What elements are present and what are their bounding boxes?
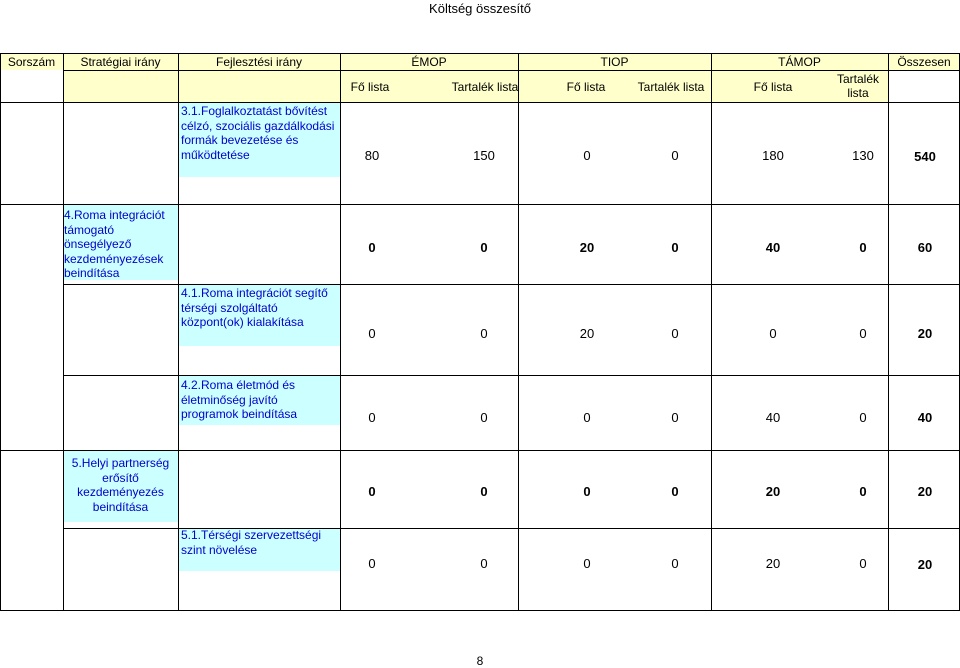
- row-51-total: 20: [917, 557, 933, 572]
- grid-line: [0, 102, 960, 103]
- row-4-tiop-tartalek: 0: [671, 240, 679, 255]
- row-41-emop-fo: 0: [368, 326, 376, 341]
- row-5-emop-fo: 0: [368, 484, 376, 499]
- row-51-emop-fo: 0: [368, 556, 376, 571]
- row-41-label: 4.1.Roma integrációt segítő térségi szolgáltató központ(ok) kialakítása: [181, 286, 328, 329]
- header-sorszam: Sorszám: [7, 55, 56, 69]
- row-4-tamop-tartalek: 0: [859, 240, 867, 255]
- row-42-tiop-tartalek: 0: [671, 410, 679, 425]
- row-5-total: 20: [917, 484, 933, 499]
- page-title: Költség összesítő: [429, 1, 531, 16]
- row-42-tamop-fo: 40: [765, 410, 781, 425]
- row-31-label: 3.1.Foglalkoztatást bővítést célzó, szociális gazdálkodási formák bevezetése és működtetése: [181, 104, 335, 162]
- row-4-total: 60: [917, 240, 933, 255]
- row-42-emop-fo: 0: [368, 410, 376, 425]
- grid-line: [0, 53, 1, 611]
- header-emop: ÉMOP: [411, 55, 447, 69]
- grid-line: [0, 610, 960, 611]
- strategiai-header-background: [63, 70, 178, 102]
- row-42-tamop-tartalek: 0: [859, 410, 867, 425]
- row-51-tiop-fo: 0: [583, 556, 591, 571]
- row-51-emop-tartalek: 0: [480, 556, 488, 571]
- row-5-emop-tartalek: 0: [480, 484, 488, 499]
- subheader-tiop-fo: Fő lista: [566, 80, 606, 94]
- subheader-emop-tartalek: Tartalék lista: [451, 80, 519, 94]
- subheader-tamop-tartalek: Tartalék lista: [836, 72, 880, 100]
- row-41-emop-tartalek: 0: [480, 326, 488, 341]
- row-41-tamop-fo: 0: [769, 326, 777, 341]
- row-41-tamop-tartalek: 0: [859, 326, 867, 341]
- header-tamop: TÁMOP: [778, 55, 821, 69]
- row-42-emop-tartalek: 0: [480, 410, 488, 425]
- row-4-tiop-fo: 20: [579, 240, 595, 255]
- row-31-tamop-tartalek: 130: [852, 148, 874, 163]
- row-5-tamop-fo: 20: [765, 484, 781, 499]
- grid-line: [518, 53, 519, 611]
- row-42-label: 4.2.Roma életmód és életminőség javító programok beindítása: [181, 378, 298, 421]
- row-42-tiop-fo: 0: [583, 410, 591, 425]
- grid-line: [63, 70, 960, 71]
- grid-line: [0, 53, 960, 54]
- row-41-total: 20: [917, 326, 933, 341]
- grid-line: [888, 53, 889, 611]
- subheader-tamop-fo: Fő lista: [753, 80, 793, 94]
- row-31-total: 540: [914, 149, 936, 164]
- grid-line: [340, 53, 341, 611]
- header-strategiai: Stratégiai irány: [80, 55, 161, 69]
- row-31-tamop-fo: 180: [762, 148, 784, 163]
- row-4-tamop-fo: 40: [765, 240, 781, 255]
- grid-line: [0, 204, 960, 205]
- row-51-label: 5.1.Térségi szervezettségi szint növelése: [181, 528, 322, 557]
- header-fejlesztesi: Fejlesztési irány: [215, 55, 303, 69]
- grid-line: [178, 53, 179, 611]
- row-4-emop-tartalek: 0: [480, 240, 488, 255]
- row-4-label: 4.Roma integrációt támogató önsegélyező kezdeményezések beindítása: [64, 208, 165, 280]
- row-5-tiop-fo: 0: [583, 484, 591, 499]
- row-5-tiop-tartalek: 0: [671, 484, 679, 499]
- row-31-emop-fo: 80: [364, 148, 380, 163]
- grid-line: [63, 375, 960, 376]
- row-31-tiop-fo: 0: [583, 148, 591, 163]
- row-51-tiop-tartalek: 0: [671, 556, 679, 571]
- row-5-tamop-tartalek: 0: [859, 484, 867, 499]
- grid-line: [63, 53, 64, 611]
- row-4-emop-fo: 0: [368, 240, 376, 255]
- row-41-tiop-tartalek: 0: [671, 326, 679, 341]
- subheader-tiop-tartalek: Tartalék lista: [637, 80, 705, 94]
- row-31-emop-tartalek: 150: [473, 148, 495, 163]
- header-tiop: TIOP: [600, 55, 629, 69]
- grid-line: [0, 450, 960, 451]
- fejlesztesi-header-background: [178, 70, 340, 102]
- row-5-label: 5.Helyi partnerség erősítő kezdeményezés beindítása: [71, 456, 170, 514]
- row-51-tamop-tartalek: 0: [859, 556, 867, 571]
- row-42-total: 40: [917, 410, 933, 425]
- header-osszesen: Összesen: [897, 55, 951, 69]
- page-number: 8: [476, 654, 484, 668]
- row-41-tiop-fo: 20: [579, 326, 595, 341]
- grid-line: [63, 284, 960, 285]
- row-51-tamop-fo: 20: [765, 556, 781, 571]
- grid-line: [711, 53, 712, 611]
- row-31-tiop-tartalek: 0: [671, 148, 679, 163]
- subheader-emop-fo: Fő lista: [350, 80, 390, 94]
